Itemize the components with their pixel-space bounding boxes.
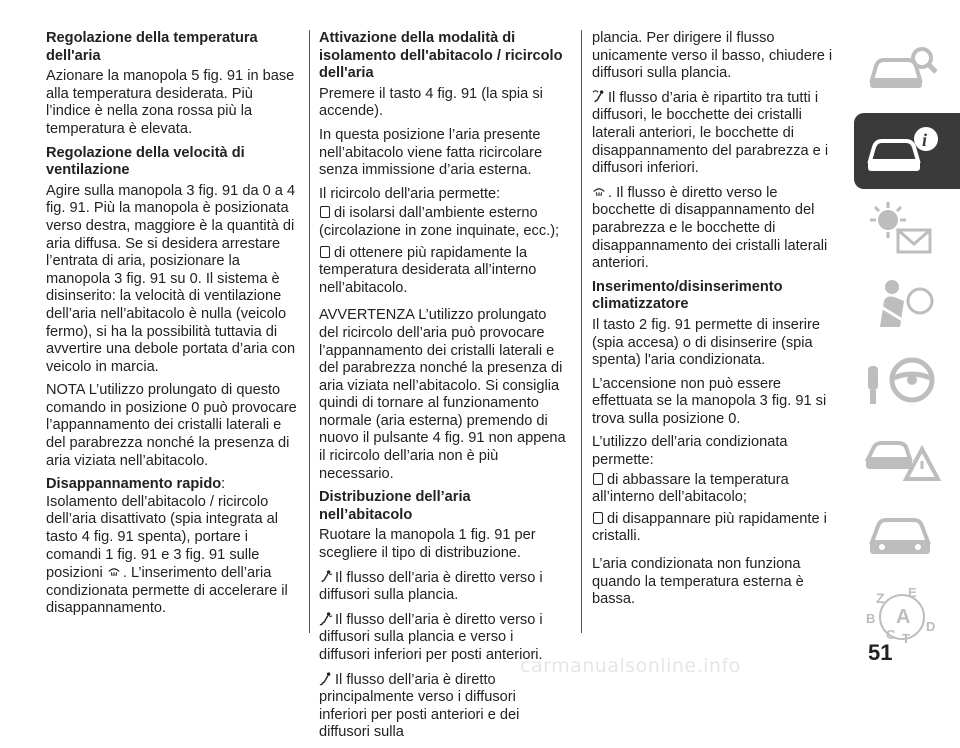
para-permette: Il ricircolo dell'aria permette: — [319, 185, 501, 202]
heading-colon: : — [221, 476, 226, 493]
sidebar-item-warning-lights[interactable] — [854, 190, 960, 266]
svg-text:T: T — [902, 631, 910, 643]
flow-text: Il flusso dell’aria è diretto verso i diffusori sulla plancia. — [319, 569, 543, 604]
airflow-feet-icon — [319, 671, 333, 686]
para-accensione: L’accensione non può essere effettuata se la manopola 3 fig. 91 si trova sulla posizione 0. — [592, 375, 827, 427]
column-1 — [46, 30, 298, 624]
svg-text:D: D — [926, 619, 936, 634]
defrost-windshield-icon — [592, 184, 606, 199]
defrost-windshield-icon — [107, 564, 121, 579]
para-ventilation: Agire sulla manopola 3 fig. 91 da 0 a 4 fig. 91. Più la manopola è posizionata verso destra, maggiore è la quantità di aria diffusa. Se si desidera arrestare l’entrata di aria, posizionare la manopola 3 fig. 91 su 0. Il sistema è disinserito: la velocità di ventilazione dell’aria nell’abitacolo è nulla (veicolo fermo), si ha la possibilità tuttavia di avvertire una debole portata d’aria con veicolo in marcia. — [46, 182, 296, 375]
para-premere: Premere il tasto 4 fig. 91 (la spia si accende). — [319, 85, 543, 120]
column-divider-2 — [581, 30, 582, 633]
heading-distribution: Distribuzione dell’aria nell’abitacolo — [319, 489, 471, 523]
sidebar-item-car-info[interactable] — [854, 113, 960, 189]
para-disappannamento — [46, 476, 298, 618]
para-temperature: Azionare la manopola 5 fig. 91 in base alla temperatura desiderata. Più l’indice è nella zona rossa più la temperatura è elevata. — [46, 68, 295, 137]
para-continuation: plancia. Per dirigere il flusso unicamente verso il basso, chiudere i diffusori sulla plancia. — [592, 30, 833, 82]
list-item — [592, 511, 842, 546]
airflow-face-feet-icon — [319, 611, 333, 626]
road-emergency-icon — [864, 429, 944, 489]
column-2 — [319, 30, 567, 748]
list-item — [319, 245, 567, 298]
para-non-funziona: L’aria condizionata non funziona quando la temperatura esterna è bassa. — [592, 556, 804, 608]
car-service-icon — [864, 506, 944, 566]
checkbox-bullet-icon — [320, 246, 330, 258]
flow-item-3 — [319, 671, 567, 742]
checkbox-bullet-icon — [593, 473, 603, 485]
heading-temperature: Regolazione della temperatura dell'aria — [46, 30, 258, 64]
alphabet-index-icon — [864, 583, 944, 643]
bullet-text: di isolarsi dall’ambiente esterno (circolazione in zone inquinate, ecc.); — [319, 205, 560, 239]
svg-text:C: C — [886, 627, 896, 642]
sidebar-item-emergency[interactable] — [854, 421, 960, 497]
para-avvertenza: AVVERTENZA L’utilizzo prolungato del ricircolo dell’aria può provocare l’appannamento dei cristalli laterali e del parabrezza nonché la presenza di aria viziata nell’abitacolo. Si consiglia quindi di tornare al funzionamento normale (aria esterna) premendo di nuovo il pulsante 4 fig. 91 non appena il ricircolo dell’aria non è più necessario. — [319, 307, 566, 482]
checkbox-bullet-icon — [320, 206, 330, 218]
heading-disappannamento: Disappannamento rapido — [46, 476, 222, 493]
warning-light-icon — [864, 198, 944, 258]
flow-text: Il flusso d’aria è ripartito tra tutti i diffusori, le bocchette dei cristalli laterali anteriori, le bocchette di disappannamento del parabrezza e i diffusori inferiori. — [592, 89, 829, 177]
airbag-icon — [864, 275, 944, 335]
disapp-text-a: Isolamento dell’abitacolo / ricircolo dell’aria disattivato (spia integrata al tasto 4 fig. 91 spenta), portare i comandi 1 fig. 91 e 3 fig. 91 sulle posizioni — [46, 493, 279, 582]
sidebar-item-safety[interactable] — [854, 267, 960, 343]
page-number: 51 — [868, 640, 893, 665]
car-info-icon — [864, 121, 944, 181]
flow-text: . Il flusso è diretto verso le bocchette di disappannamento del parabrezza e le bocchette di disappannamento dei cristalli laterali anteriori. — [592, 184, 828, 272]
airflow-all-icon — [592, 89, 606, 104]
flow-text: Il flusso dell’aria è diretto verso i diffusori sulla plancia e verso i diffusori inferiori per posti anteriori. — [319, 611, 543, 663]
bullet-text: di disappannare più rapidamente i cristalli. — [592, 510, 827, 545]
steering-wheel-icon — [864, 352, 944, 412]
svg-text:B: B — [866, 611, 876, 626]
car-search-icon — [864, 38, 944, 98]
svg-text:A: A — [896, 606, 911, 628]
list-item — [592, 472, 842, 507]
sidebar-item-driving[interactable] — [854, 344, 960, 420]
svg-text:Z: Z — [876, 590, 885, 606]
para-tasto: Il tasto 2 fig. 91 permette di inserire (spia accesa) o di disinserire (spia spenta) l'aria condizionata. — [592, 316, 820, 369]
checkbox-bullet-icon — [593, 512, 603, 524]
list-item — [319, 205, 567, 240]
para-ruotare: Ruotare la manopola 1 fig. 91 per scegliere il tipo di distribuzione. — [319, 527, 536, 562]
bullet-text: di ottenere più rapidamente la temperatura desiderata all’interno nell’abitacolo. — [319, 244, 537, 296]
flow-item-1 — [319, 569, 567, 605]
para-utilizzo: L’utilizzo dell’aria condizionata permette: — [592, 434, 788, 469]
sidebar-item-service[interactable] — [854, 498, 960, 574]
para-nota: NOTA L’utilizzo prolungato di questo comando in posizione 0 può provocare l’appannamento dei cristalli laterali e del parabrezza nonché la presenza di aria viziata nell’abitacolo. — [46, 382, 297, 469]
watermark: carmanualsonline.info — [520, 655, 741, 677]
flow-item-4 — [592, 89, 842, 178]
column-3 — [592, 30, 842, 615]
heading-ventilation: Regolazione della velocità di ventilazione — [46, 144, 245, 179]
bullet-text: di abbassare la temperatura all’interno dell’abitacolo; — [592, 471, 789, 506]
para-posizione: In questa posizione l’aria presente nell’abitacolo viene fatta ricircolare senza immissione d’aria esterna. — [319, 126, 543, 179]
svg-text:E: E — [908, 585, 917, 600]
heading-climatizzatore: Inserimento/disinserimento climatizzatore — [592, 278, 783, 313]
heading-isolation: Attivazione della modalità di isolamento dell'abitacolo / ricircolo dell'aria — [319, 30, 563, 82]
svg-text:i: i — [922, 130, 928, 150]
flow-item-5 — [592, 184, 842, 273]
column-divider-1 — [309, 30, 310, 633]
disapp-text-b: . L’inserimento dell’aria condizionata permette di accelerare il disappannamento. — [46, 565, 288, 617]
airflow-face-icon — [319, 569, 333, 584]
sidebar-item-car-search[interactable] — [854, 30, 960, 106]
flow-text: Il flusso dell’aria è diretto principalmente verso i diffusori inferiori per posti anteriori e dei diffusori sulla — [319, 671, 520, 741]
